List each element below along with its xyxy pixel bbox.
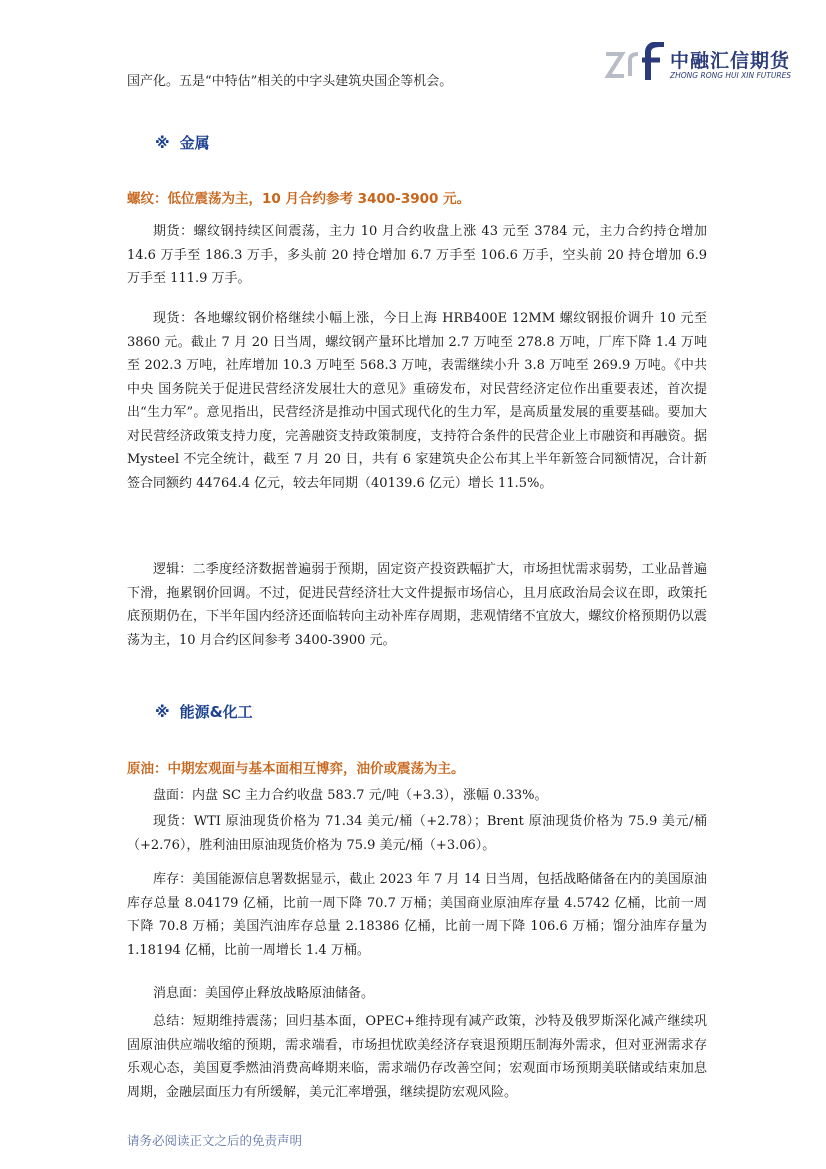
rebar-logic-block xyxy=(127,558,707,652)
zrf-logo-icon xyxy=(604,42,666,82)
logo-chinese-name: 中融汇信期货 xyxy=(670,50,791,72)
reference-mark-icon: ※ xyxy=(155,703,170,721)
crude-board-paragraph: 盘面：内盘 SC 主力合约收盘 583.7 元/吨（+3.3），涨幅 0.33%。 xyxy=(153,788,548,803)
section-heading-metal xyxy=(155,132,210,153)
crude-spot-block xyxy=(127,810,707,857)
crude-news-block xyxy=(127,982,707,1006)
rebar-logic-paragraph: 逻辑：二季度经济数据普遍弱于预期，固定资产投资跌幅扩大，市场担忧需求弱势，工业品普遍下滑，拖累钢价回调。不过，促进民营经济壮大文件提振市场信心，且月底政治局会议在即，政策托底预期仍在，下半年国内经济还面临转向主动补库存周期，悲观情绪不宜放大，螺纹价格预期仍以震荡为主，10 月合约区间参考 3400-3900 元。 xyxy=(127,562,707,648)
crude-news-paragraph: 消息面：美国停止释放战略原油储备。 xyxy=(153,986,375,1001)
rebar-spot-paragraph: 现货：各地螺纹钢价格继续小幅上涨，今日上海 HRB400E 12MM 螺纹钢报价调升 10 元至 3860 元。截止 7 月 20 日当周，螺纹钢产量环比增加 2.7 万吨至 278.8 万吨，厂库下降 1.4 万吨至 202.3 万吨，社库增加 10.3 万吨至 568.3 万吨，表需继续小升 3.8 万吨至 269.9 万吨。《中共中央 国务院关于促进民营经济发展壮大的意见》重磅发布，对民营经济定位作出重要表述，首次提出“生力军”。意见指出，民营经济是推动中国式现代化的生力军，是高质量发展的重要基础。要加大对民营经济政策支持力度，完善融资支持政策制度，支持符合条件的民营企业上市融资和再融资。据 Mysteel 不完全统计，截至 7 月 20 日，共有 6 家建筑央企公布其上半年新签合同额情况，合计新签合同额约 44764.4 亿元，较去年同期（40139.6 亿元）增长 11.5%。 xyxy=(127,311,707,491)
reference-mark-icon: ※ xyxy=(155,134,170,152)
crude-inventory-paragraph: 库存：美国能源信息署数据显示，截止 2023 年 7 月 14 日当周，包括战略储备在内的美国原油库存总量 8.04179 亿桶，比前一周下降 70.7 万桶；美国商业原油库存量 4.5742 亿桶，比前一周下降 70.8 万桶；美国汽油库存总量 2.18386 亿桶，比前一周下降 106.6 万桶；馏分油库存量为 1.18194 亿桶，比前一周增长 1.4 万桶。 xyxy=(127,872,707,958)
section-title: 能源&化工 xyxy=(179,703,253,721)
crude-board-block xyxy=(127,784,707,808)
section-title: 金属 xyxy=(179,134,210,152)
rebar-spot-block xyxy=(127,307,707,495)
crude-heading: 原油：中期宏观面与基本面相互博弈，油价或震荡为主。 xyxy=(127,761,465,777)
rebar-futures-block xyxy=(127,220,707,291)
intro-line: 国产化。五是“中特估”相关的中字头建筑央国企等机会。 xyxy=(127,74,453,89)
section-heading-energy xyxy=(155,701,253,722)
disclaimer-footer: 请务必阅读正文之后的免责声明 xyxy=(127,1133,303,1148)
crude-spot-paragraph: 现货：WTI 原油现货价格为 71.34 美元/桶（+2.78）；Brent 原油现货价格为 75.9 美元/桶（+2.76），胜利油田原油现货价格为 75.9 美元/桶（+3.06）。 xyxy=(127,814,707,853)
crude-inventory-block xyxy=(127,868,707,962)
company-logo xyxy=(604,42,804,86)
logo-english-name: ZHONG RONG HUI XIN FUTURES xyxy=(670,71,792,80)
crude-summary-paragraph: 总结：短期维持震荡；回归基本面，OPEC+维持现有减产政策，沙特及俄罗斯深化减产继续巩固原油供应端收缩的预期，需求端看，市场担忧欧美经济存衰退预期压制海外需求，但对亚洲需求存乐观心态，美国夏季燃油消费高峰期来临，需求端仍存改善空间；宏观面市场预期美联储或结束加息周期，金融层面压力有所缓解，美元汇率增强，继续提防宏观风险。 xyxy=(127,1014,707,1100)
rebar-heading: 螺纹：低位震荡为主，10 月合约参考 3400-3900 元。 xyxy=(127,191,471,207)
rebar-futures-paragraph: 期货：螺纹钢持续区间震荡，主力 10 月合约收盘上涨 43 元至 3784 元，主力合约持仓增加 14.6 万手至 186.3 万手，多头前 20 持仓增加 6.7 万手至 106.6 万手，空头前 20 持仓增加 6.9 万手至 111.9 万手。 xyxy=(127,224,707,286)
crude-summary-block xyxy=(127,1010,707,1104)
